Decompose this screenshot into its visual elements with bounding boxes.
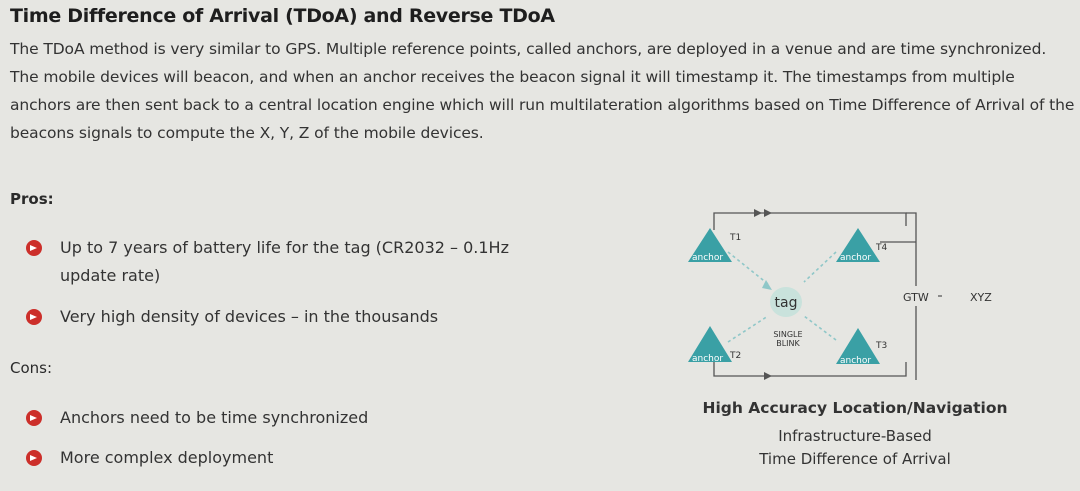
svg-text:T2: T2 — [730, 351, 742, 361]
pros-item-text: Very high density of devices – in the thousands — [60, 307, 439, 326]
blink-label: BLINK — [776, 339, 800, 348]
cons-item — [26, 404, 566, 432]
anchor-t1 — [688, 228, 741, 263]
svg-text:anchor: anchor — [840, 253, 872, 263]
diagram-caption-line2: Time Difference of Arrival — [759, 450, 951, 468]
beacon-arrow — [762, 280, 772, 290]
svg-text:tag: tag — [774, 295, 798, 311]
line-bottom — [714, 354, 906, 376]
line-top — [714, 213, 906, 230]
arrow-bottom — [764, 372, 772, 380]
tag-node — [770, 287, 802, 317]
anchor-t2 — [688, 326, 741, 364]
cons-label: Cons: — [10, 359, 53, 377]
svg-text:T3: T3 — [876, 341, 888, 351]
bullet-arrow-icon — [26, 410, 42, 426]
anchor-t4 — [836, 228, 887, 263]
arrow-top — [764, 209, 772, 217]
pros-item — [26, 234, 566, 290]
anchor-t3 — [836, 328, 887, 366]
svg-text:anchor: anchor — [692, 354, 724, 364]
diagram-caption-line1: Infrastructure-Based — [778, 427, 932, 445]
svg-text:T1: T1 — [730, 233, 742, 243]
cons-item — [26, 444, 566, 472]
single-label: SINGLE — [773, 330, 803, 339]
bullet-arrow-icon — [26, 309, 42, 325]
pros-item-text: Up to 7 years of battery life for the tag (CR2032 – 0.1Hz update rate) — [60, 238, 509, 285]
intro-paragraph: The TDoA method is very similar to GPS. Multiple reference points, called anchors, are deployed in a venue and are time synchronized. The mobile devices will beacon, and when an anchor receives the beacon signal it will timestamp it. The timestamps from multiple anchors are then sent back to a central location engine which will run multilateration algorithms based on Time Difference of Arrival of the beacons signals to compute the X, Y, Z of the mobile devices. — [10, 40, 1075, 142]
pros-label: Pros: — [10, 190, 54, 208]
svg-text:anchor: anchor — [692, 253, 724, 263]
gtw-label: GTW — [903, 291, 929, 304]
bullet-arrow-icon — [26, 240, 42, 256]
tdoa-diagram — [680, 200, 1040, 390]
svg-text:T4: T4 — [876, 243, 888, 253]
xyz-label: XYZ — [970, 291, 992, 304]
cons-item-text: More complex deployment — [60, 448, 274, 467]
page-title: Time Difference of Arrival (TDoA) and Reverse TDoA — [10, 5, 555, 27]
svg-text:anchor: anchor — [840, 356, 872, 366]
cons-item-text: Anchors need to be time synchronized — [60, 408, 369, 427]
bullet-arrow-icon — [26, 450, 42, 466]
diagram-heading: High Accuracy Location/Navigation — [702, 399, 1008, 417]
pros-item — [26, 303, 566, 331]
